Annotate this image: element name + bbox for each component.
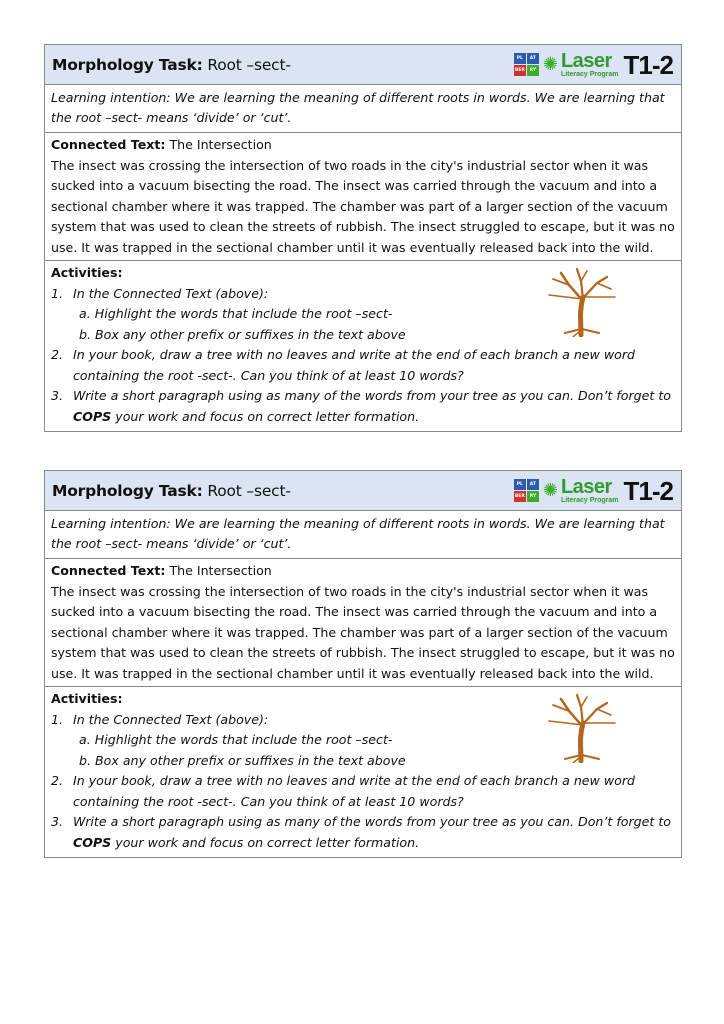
activity-text: In the Connected Text (above): — [73, 285, 269, 301]
task-card-1 — [44, 44, 682, 432]
activity-number: 1. — [51, 285, 64, 301]
activity-text: In your book, draw a tree with no leaves and write at the end of each branch a new word containing the root -sect-. Can you think of at least 10 words? — [73, 773, 636, 809]
logo-subtitle: Literacy Program — [560, 496, 619, 504]
activity-text: Write a short paragraph using as many of the words from your tree as you can. Don’t forget to — [73, 388, 671, 403]
title-root: Root –sect- — [202, 481, 291, 500]
activity-text: In the Connected Text (above): — [73, 711, 269, 727]
star-burst-icon: ✺ — [542, 479, 558, 501]
activity-number: 3. — [51, 388, 64, 403]
connected-text — [45, 559, 681, 687]
cops-keyword: COPS — [73, 834, 112, 850]
activities — [45, 261, 681, 431]
puzzle-piece: BER — [514, 491, 526, 502]
level-badge: T1-2 — [623, 49, 673, 80]
activity-item — [51, 345, 675, 386]
activity-text: Box any other prefix or suffixes in the text above — [95, 752, 406, 768]
card-title — [52, 56, 291, 74]
laser-logo — [514, 50, 673, 80]
connected-text-label: Connected Text: — [51, 137, 166, 152]
bare-tree-icon — [541, 693, 621, 763]
cops-keyword: COPS — [73, 408, 112, 424]
puzzle-piece: PL — [514, 479, 526, 490]
activity-number: b. — [79, 752, 91, 768]
puzzle-icon — [514, 53, 540, 77]
activity-number: 2. — [51, 347, 64, 362]
logo-brand: Laser — [560, 49, 612, 72]
puzzle-icon — [514, 479, 540, 503]
puzzle-piece: AT — [527, 53, 539, 64]
activity-number: a. — [79, 306, 91, 321]
activity-text: Write a short paragraph using as many of the words from your tree as you can. Don’t forget to — [73, 814, 671, 829]
logo-brand-block — [561, 477, 619, 505]
laser-logo — [514, 476, 673, 506]
activities-label: Activities: — [51, 265, 123, 280]
bare-tree-icon — [541, 267, 621, 337]
activity-item — [51, 812, 675, 853]
card-header — [45, 471, 681, 511]
level-badge: T1-2 — [623, 475, 673, 506]
card-title — [52, 482, 291, 500]
logo-subtitle: Literacy Program — [560, 70, 619, 78]
learning-intention: Learning intention: We are learning the meaning of different roots in words. We are learning that the root –sect- means ‘divide’ or ‘cut’. — [45, 511, 681, 559]
activity-number: b. — [79, 326, 91, 342]
activity-number: 3. — [51, 814, 64, 829]
card-header — [45, 45, 681, 85]
connected-text — [45, 133, 681, 261]
connected-text-body: The insect was crossing the intersection of two roads in the city's industrial sector when it was sucked into a vacuum bisecting the road. The insect was carried through the vacuum and into a sectional chamber where it was trapped. The chamber was part of a larger section of the vacuum system that was used to clean the streets of rubbish. The insect struggled to escape, but it was no use. It was trapped in the sectional chamber until it was eventually released back into the wild. — [51, 583, 675, 681]
puzzle-piece: PL — [514, 53, 526, 64]
logo-brand: Laser — [560, 475, 612, 498]
logo-brand-block — [561, 51, 619, 79]
activity-number: 2. — [51, 773, 64, 788]
title-root: Root –sect- — [202, 55, 291, 74]
puzzle-piece: RY — [527, 491, 539, 502]
connected-text-body: The insect was crossing the intersection of two roads in the city's industrial sector when it was sucked into a vacuum bisecting the road. The insect was carried through the vacuum and into a sectional chamber where it was trapped. The chamber was part of a larger section of the vacuum system that was used to clean the streets of rubbish. The insect struggled to escape, but it was no use. It was trapped in the sectional chamber until it was eventually released back into the wild. — [51, 157, 675, 255]
star-burst-icon: ✺ — [542, 53, 558, 75]
activity-text: Highlight the words that include the root –sect- — [94, 732, 393, 747]
activities-label: Activities: — [51, 691, 123, 706]
connected-text-title: The Intersection — [165, 563, 272, 578]
activity-number: 1. — [51, 711, 64, 727]
activity-text: Box any other prefix or suffixes in the text above — [95, 326, 406, 342]
activity-text: In your book, draw a tree with no leaves and write at the end of each branch a new word containing the root -sect-. Can you think of at least 10 words? — [73, 347, 636, 383]
connected-text-title: The Intersection — [165, 137, 272, 152]
activity-text: your work and focus on correct letter formation. — [111, 834, 420, 850]
title-label: Morphology Task: — [52, 55, 203, 74]
activities — [45, 687, 681, 857]
activity-number: a. — [79, 732, 91, 747]
activity-item — [51, 771, 675, 812]
title-label: Morphology Task: — [52, 481, 203, 500]
learning-intention: Learning intention: We are learning the meaning of different roots in words. We are learning that the root –sect- means ‘divide’ or ‘cut’. — [45, 85, 681, 133]
activity-item — [51, 386, 675, 427]
activity-text: Highlight the words that include the root –sect- — [94, 306, 393, 321]
puzzle-piece: RY — [527, 65, 539, 76]
connected-text-label: Connected Text: — [51, 563, 166, 578]
task-card-2 — [44, 470, 682, 858]
puzzle-piece: BER — [514, 65, 526, 76]
activity-text: your work and focus on correct letter formation. — [111, 408, 420, 424]
puzzle-piece: AT — [527, 479, 539, 490]
